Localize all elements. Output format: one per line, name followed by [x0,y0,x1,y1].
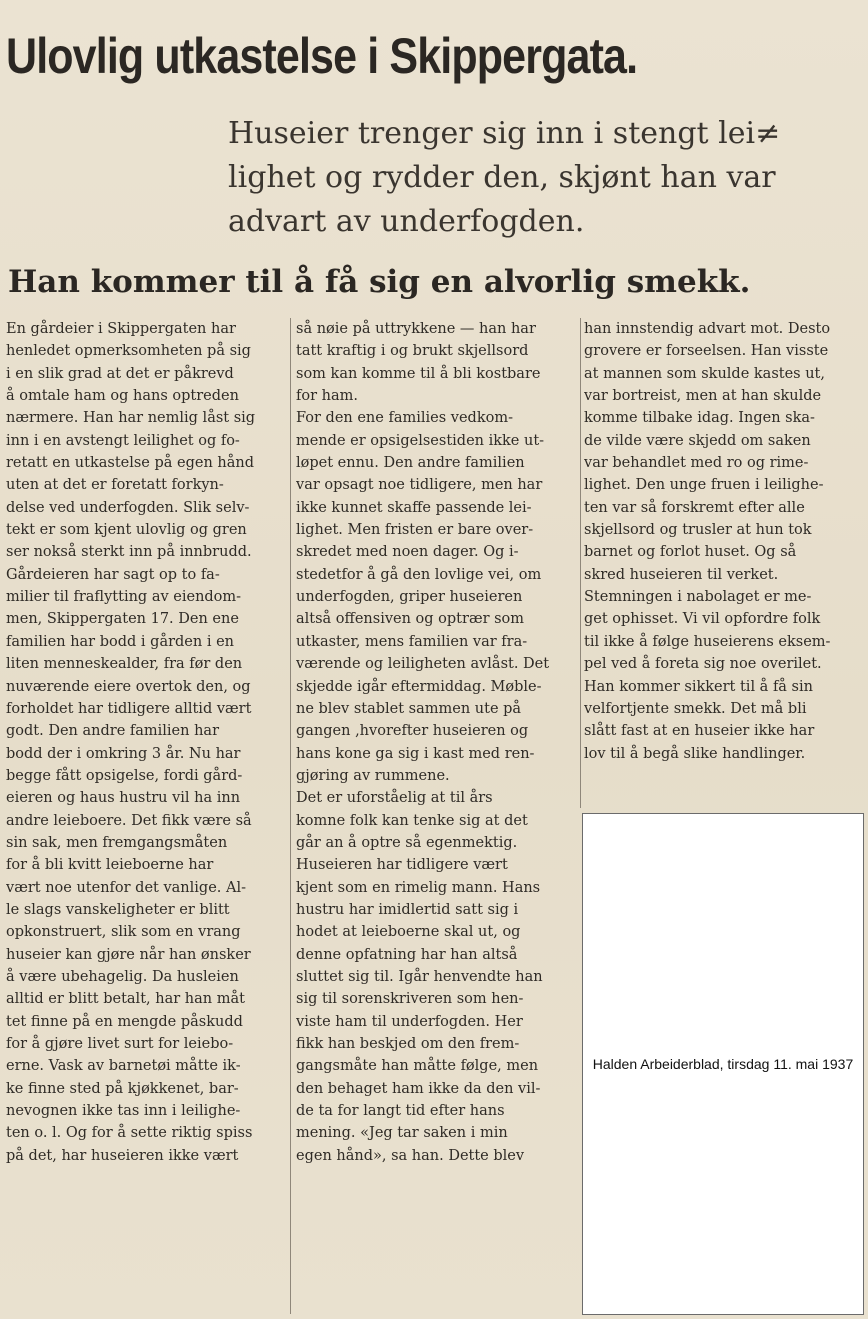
column-rule [580,318,581,808]
article-text-line: skjellsord og trusler at hun tok [584,522,812,539]
article-text-line: begge fått opsigelse, fordi gård- [6,767,243,784]
article-text-line: retatt en utkastelse på egen hånd [6,455,255,472]
article-text-line: altså offensiven og optrær som [296,611,525,628]
article-text-line: tet finne på en mengde påskudd [6,1013,243,1030]
article-text-line: for å bli kvitt leieboerne har [6,857,214,874]
article-text-line: den behaget ham ikke da den vil- [296,1080,541,1097]
article-text-line: huseier kan gjøre når han ønsker [6,946,251,963]
article-column-2 [296,318,578,1167]
article-text-line: lighet. Den unge fruen i leilighe- [584,477,824,494]
article-text-line: liten menneskealder, fra før den [6,656,243,673]
article-text-line: get ophisset. Vi vil opfordre folk [584,611,821,628]
article-text-line: slått fast at en huseier ikke har [584,723,815,740]
article-text-line: de vilde være skjedd om saken [584,432,811,449]
article-text-line: fikk han beskjed om den frem- [296,1036,520,1052]
article-text-line: gangen ,hvorefter huseieren og [296,723,529,740]
article-text-line: milier til fraflytting av eiendom- [6,589,242,606]
article-text-line: sig til sorenskriveren som hen- [296,991,524,1008]
article-text-line: For den ene families vedkom- [296,410,513,427]
article-text-line: løpet ennu. Den andre familien [296,455,525,472]
article-text-line: ten var så forskremt efter alle [584,499,805,516]
article-headline: Ulovlig utkastelse i Skippergata. [6,28,638,84]
article-text-line: eieren og haus hustru vil ha inn [6,790,241,807]
article-text-line: utkaster, mens familien var fra- [296,633,528,650]
article-text-line: hustru har imidlertid satt sig i [296,901,519,918]
article-text-line: egen hånd», sa han. Dette blev [296,1147,525,1164]
article-text-line: Han kommer sikkert til å få sin [584,678,813,695]
article-text-line: forholdet har tidligere alltid vært [6,700,252,717]
article-text-line: gangsmåte han måtte følge, men [296,1058,539,1075]
article-text-line: grovere er forseelsen. Han visste [584,343,829,360]
article-text-line: at mannen som skulde kastes ut, [584,365,825,382]
article-text-line: underfogden, griper huseieren [296,589,523,606]
article-text-line: denne opfatning har han altså [296,946,518,963]
article-text-line: skjedde igår eftermiddag. Møble- [296,678,542,695]
article-text-line: ke finne sted på kjøkkenet, bar- [6,1080,239,1097]
article-text-line: opkonstruert, slik som en vrang [6,924,241,941]
article-text-line: hodet at leieboerne skal ut, og [296,924,521,941]
article-text-line: nuværende eiere overtok den, og [6,678,251,695]
article-text-line: Det er uforståelig at til års [296,790,493,807]
article-text-line: vært noe utenfor det vanlige. Al- [6,879,247,896]
article-text-line: viste ham til underfogden. Her [296,1013,523,1030]
caption-box [582,813,864,1315]
article-text-line: går an å optre så egenmektig. [296,834,518,851]
article-subheadline [228,112,863,244]
article-text-line: komne folk kan tenke sig at det [296,812,528,829]
article-text-line: barnet og forlot huset. Og så [584,544,797,561]
article-text-line: uten at det er foretatt forkyn- [6,477,224,494]
article-text-line: lighet. Men fristen er bare over- [296,522,534,539]
article-text-line: på det, har huseieren ikke vært [6,1147,239,1164]
article-text-line: hans kone ga sig i kast med ren- [296,745,535,762]
article-text-line: ne blev stablet sammen ute på [296,700,522,717]
article-text-line: le slags vanskeligheter er blitt [6,901,230,918]
article-column-3 [584,318,864,765]
article-text-line: i en slik grad at det er påkrevd [6,365,234,382]
article-text-line: komme tilbake idag. Ingen ska- [584,410,815,427]
article-text-line: skred huseieren til verket. [584,566,779,583]
article-text-line: sin sak, men fremgangsmåten [6,834,228,851]
article-text-line: ten o. l. Og for å sette riktig spiss [6,1125,253,1142]
article-text-line: godt. Den andre familien har [6,723,219,740]
article-text-line: for ham. [296,388,358,405]
article-text-line: gjøring av rummene. [296,767,450,784]
article-text-line: Gårdeieren har sagt op to fa- [6,566,220,583]
article-text-line: andre leieboere. Det fikk være så [6,812,252,829]
article-text-line: ser nokså sterkt inn på innbrudd. [6,544,252,561]
article-text-line: kjent som en rimelig mann. Hans [296,879,541,896]
article-text-line: var bortreist, men at han skulde [584,388,822,405]
article-text-line: å omtale ham og hans optreden [6,388,239,405]
article-text-line: ikke kunnet skaffe passende lei- [296,499,532,516]
article-text-line: så nøie på uttrykkene — han har [296,321,536,337]
article-text-line: de ta for langt tid efter hans [296,1103,505,1120]
article-text-line: han innstendig advart mot. Desto [584,321,831,337]
column-rule [290,318,291,1314]
article-text-line: stedetfor å gå den lovlige vei, om [296,566,542,583]
article-text-line: inn i en avstengt leilighet og fo- [6,432,240,449]
article-subheadline-2: Han kommer til å få sig en alvorlig smekk. [8,264,751,300]
article-text-line: velfortjente smekk. Det må bli [584,700,807,717]
article-text-line: var opsagt noe tidligere, men har [296,477,543,494]
article-text-line: erne. Vask av barnetøi måtte ik- [6,1058,241,1075]
article-text-line: som kan komme til å bli kostbare [296,365,541,382]
article-text-line: Huseieren har tidligere vært [296,857,508,874]
article-text-line: En gårdeier i Skippergaten har [6,321,236,337]
article-text-line: tatt kraftig i og brukt skjellsord [296,343,529,360]
article-text-line: å være ubehagelig. Da husleien [6,968,239,985]
article-text-line: nevognen ikke tas inn i leilighe- [6,1103,241,1120]
article-column-1 [6,318,288,1167]
article-text-line: værende og leiligheten avlåst. Det [296,656,550,673]
article-text-line: mende er opsigelsestiden ikke ut- [296,432,545,449]
article-text-line: for å gjøre livet surt for leiebo- [6,1036,234,1052]
article-text-line: delse ved underfogden. Slik selv- [6,499,250,516]
article-text-line: pel ved å foreta sig noe overilet. [584,656,822,673]
article-text-line: sluttet sig til. Igår henvendte han [296,968,543,985]
article-text-line: var behandlet med ro og rime- [584,455,809,472]
subheadline-line: advart av underfogden. [228,204,585,239]
article-text-line: familien har bodd i gården i en [6,633,234,650]
article-text-line: tekt er som kjent ulovlig og gren [6,522,247,539]
article-text-line: skredet med noen dager. Og i- [296,544,519,561]
caption-text: Halden Arbeiderblad, tirsdag 11. mai 1937 [592,1056,854,1072]
subheadline-line: Huseier trenger sig inn i stengt lei≠ [228,116,781,151]
subheadline-line: lighet og rydder den, skjønt han var [228,160,776,195]
article-text-line: mening. «Jeg tar saken i min [296,1125,508,1142]
article-text-line: bodd der i omkring 3 år. Nu har [6,745,241,762]
article-text-line: alltid er blitt betalt, har han måt [6,991,245,1008]
article-text-line: men, Skippergaten 17. Den ene [6,611,239,628]
article-text-line: Stemningen i nabolaget er me- [584,589,812,606]
article-text-line: lov til å begå slike handlinger. [584,745,806,762]
article-text-line: til ikke å følge huseierens eksem- [584,633,831,650]
article-text-line: henledet opmerksomheten på sig [6,343,251,360]
article-text-line: nærmere. Han har nemlig låst sig [6,410,256,427]
